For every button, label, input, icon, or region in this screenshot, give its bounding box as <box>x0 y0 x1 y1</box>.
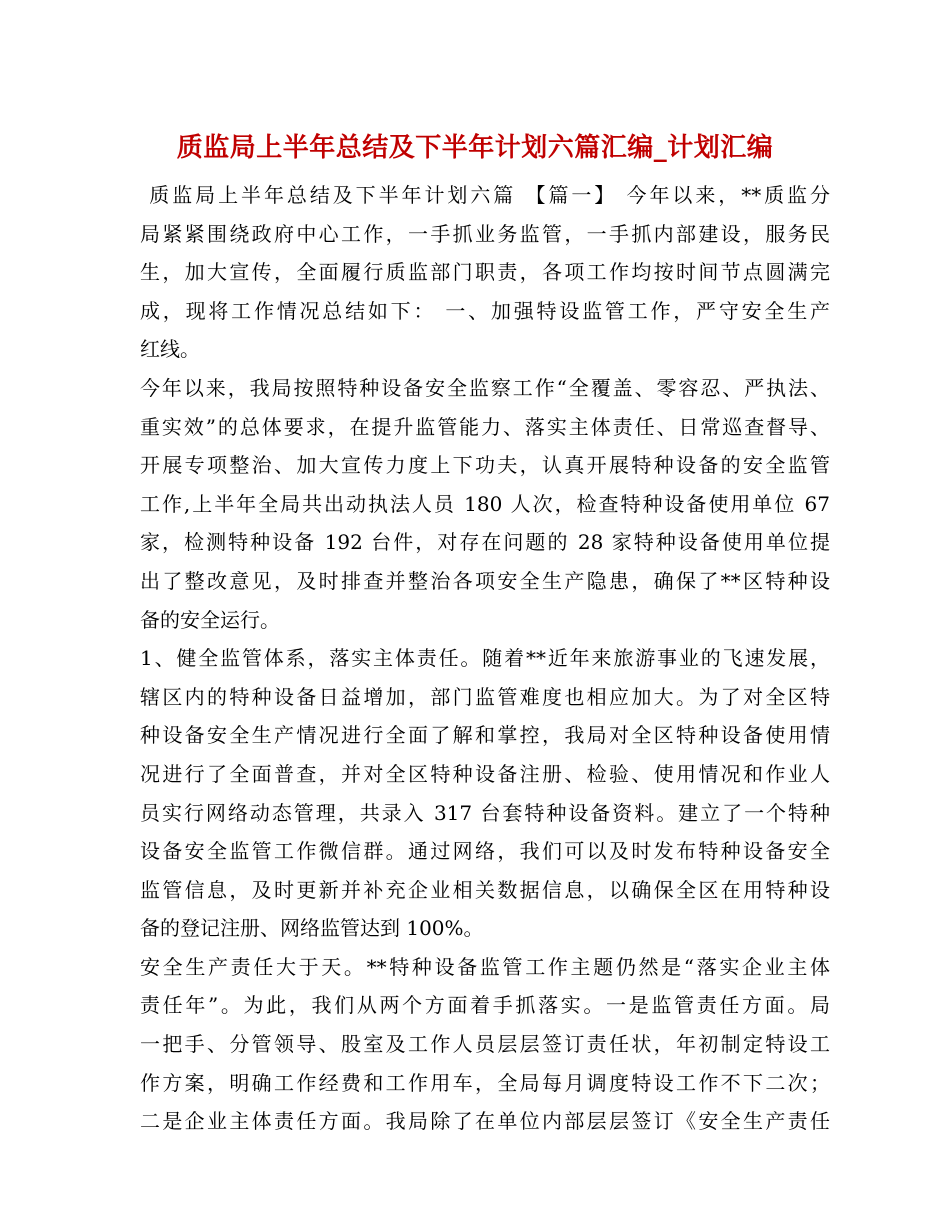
body-line: 出了整改意见，及时排查并整治各项安全生产隐患，确保了**区特种设 <box>140 568 830 593</box>
body-line: 工作,上半年全局共出动执法人员 180 人次，检查特种设备使用单位 67 <box>140 491 830 516</box>
body-line: 生，加大宣传，全面履行质监部门职责，各项工作均按时间节点圆满完 <box>140 260 830 285</box>
body-line: 作方案，明确工作经费和工作用车，全局每月调度特设工作不下二次； <box>140 1070 830 1095</box>
body-line: 备的登记注册、网络监管达到 100%。 <box>140 916 484 941</box>
body-line: 今年以来，我局按照特种设备安全监察工作“全覆盖、零容忍、严执法、 <box>140 375 830 400</box>
document-title: 质监局上半年总结及下半年计划六篇汇编_计划汇编 <box>176 133 774 163</box>
body-line: 重实效”的总体要求，在提升监管能力、落实主体责任、日常巡查督导、 <box>140 414 830 439</box>
body-line: 一把手、分管领导、股室及工作人员层层签订责任状，年初制定特设工 <box>140 1032 830 1057</box>
body-line: 1、健全监管体系，落实主体责任。随着**近年来旅游事业的飞速发展， <box>140 646 830 671</box>
body-line: 备的安全运行。 <box>140 607 280 632</box>
document-body <box>140 176 830 1141</box>
body-line: 种设备安全生产情况进行全面了解和掌控，我局对全区特种设备使用情 <box>140 723 830 748</box>
body-line: 设备安全监管工作微信群。通过网络，我们可以及时发布特种设备安全 <box>140 839 830 864</box>
body-line: 监管信息，及时更新并补充企业相关数据信息，以确保全区在用特种设 <box>140 877 830 902</box>
body-line: 安全生产责任大于天。**特种设备监管工作主题仍然是“落实企业主体 <box>140 954 830 979</box>
body-line: 员实行网络动态管理，共录入 317 台套特种设备资料。建立了一个特种 <box>140 800 830 825</box>
body-line: 家，检测特种设备 192 台件，对存在问题的 28 家特种设备使用单位提 <box>140 530 830 555</box>
body-line: 况进行了全面普查，并对全区特种设备注册、检验、使用情况和作业人 <box>140 761 830 786</box>
body-line: 红线。 <box>140 337 200 362</box>
body-line: 二是企业主体责任方面。我局除了在单位内部层层签订《安全生产责任 <box>140 1109 830 1134</box>
body-line: 质监局上半年总结及下半年计划六篇 【篇一】 今年以来，**质监分 <box>140 183 830 207</box>
body-line: 成，现将工作情况总结如下： 一、加强特设监管工作，严守安全生产 <box>140 298 830 323</box>
body-line: 开展专项整治、加大宣传力度上下功夫，认真开展特种设备的安全监管 <box>140 453 830 478</box>
body-line: 责任年”。为此，我们从两个方面着手抓落实。一是监管责任方面。局 <box>140 993 830 1018</box>
body-line: 辖区内的特种设备日益增加，部门监管难度也相应加大。为了对全区特 <box>140 684 830 709</box>
body-line: 局紧紧围绕政府中心工作，一手抓业务监管，一手抓内部建设，服务民 <box>140 221 830 246</box>
